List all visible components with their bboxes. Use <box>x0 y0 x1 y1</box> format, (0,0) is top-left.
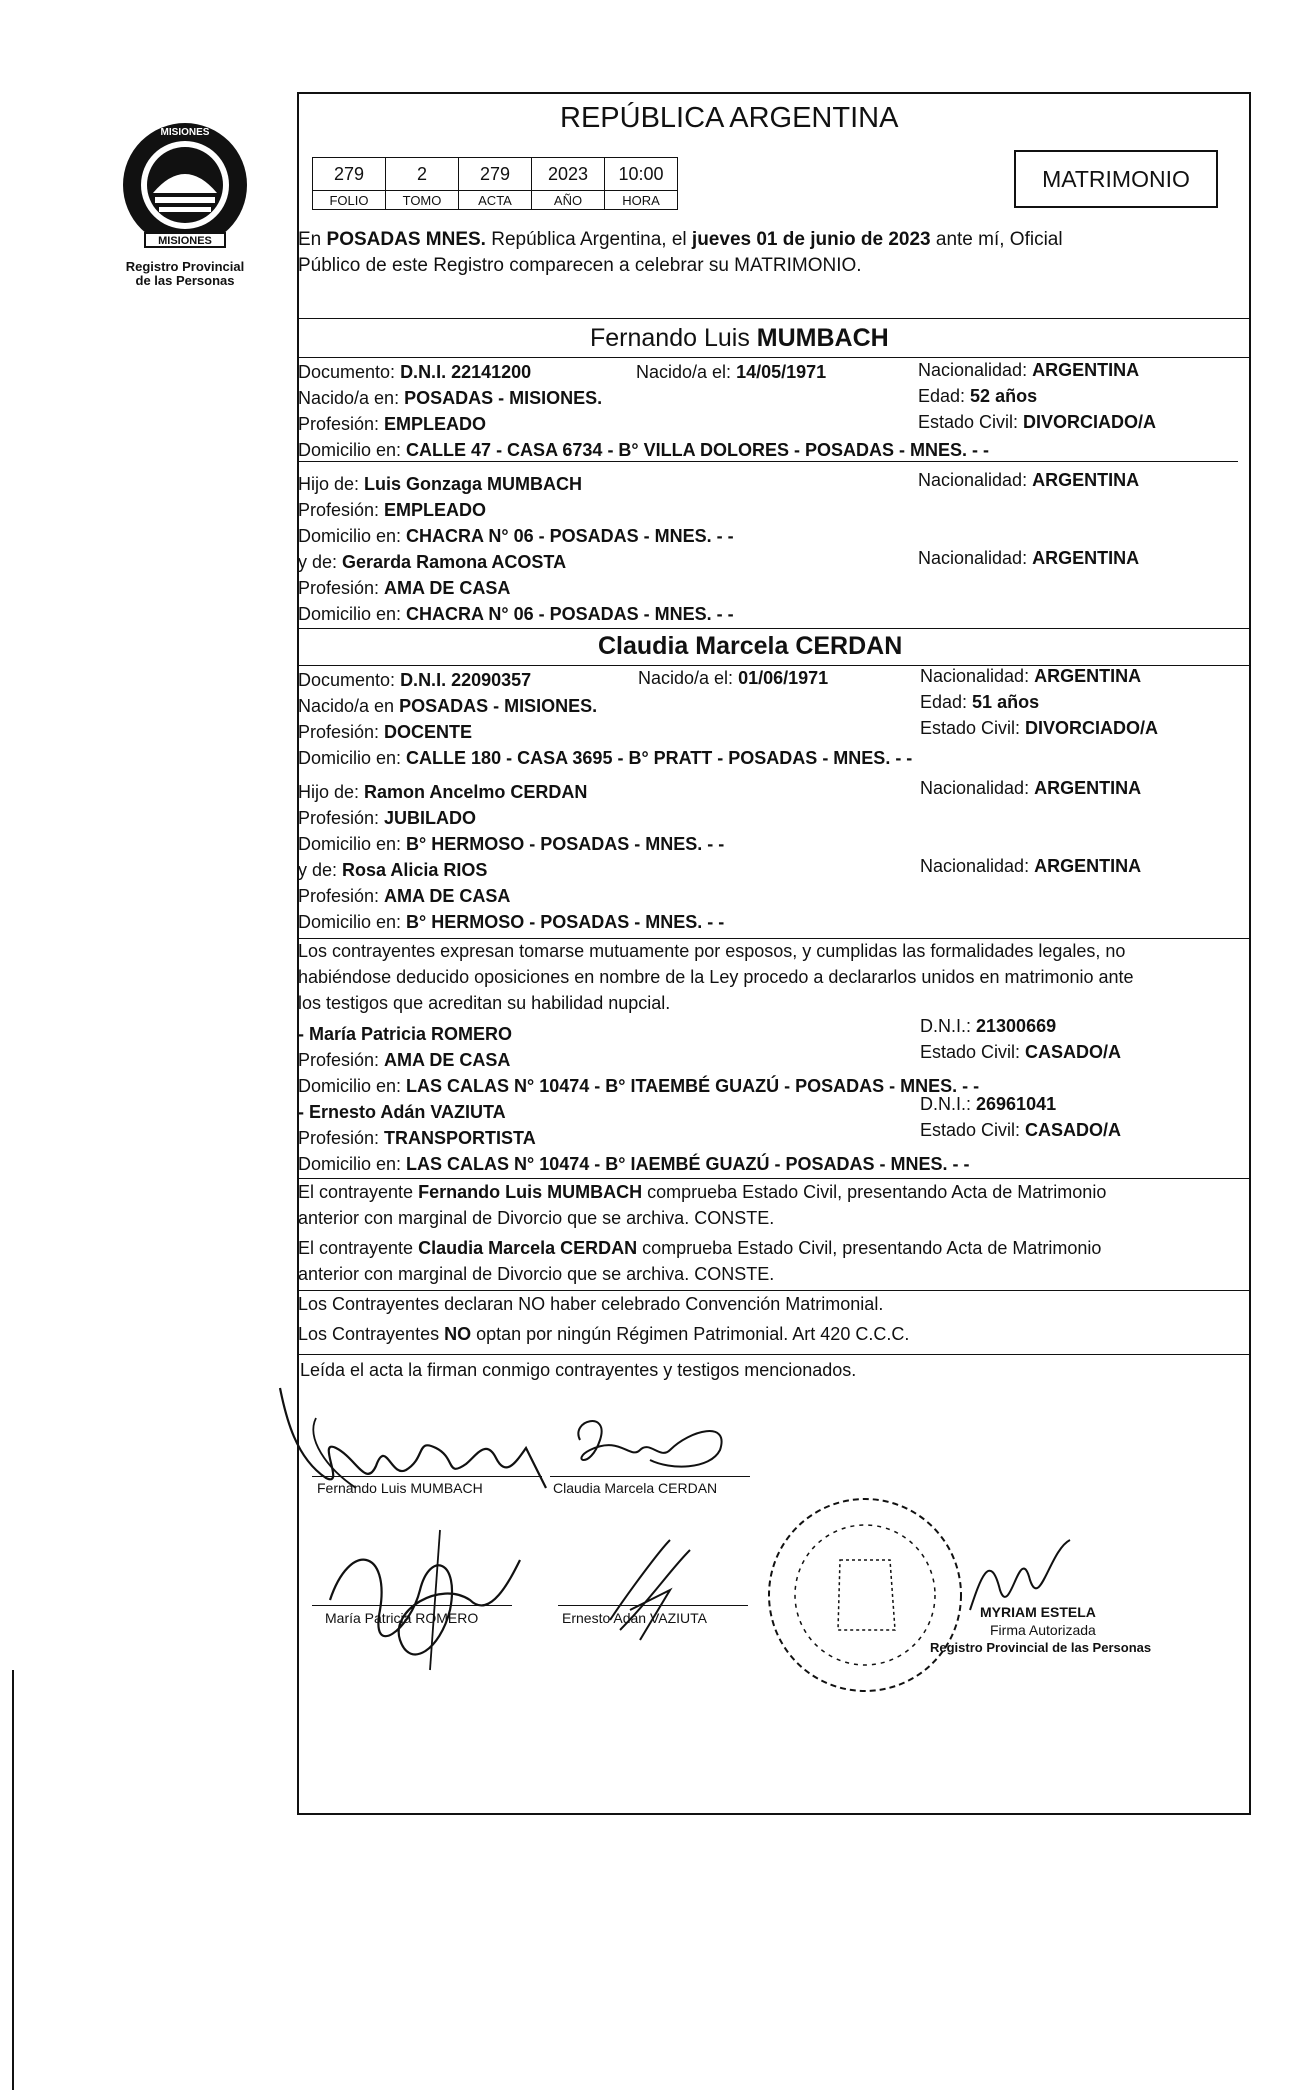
divider <box>297 357 1251 358</box>
official-round-stamp-icon <box>760 1490 970 1700</box>
witness-1-profession <box>298 1050 510 1071</box>
intro-line-2: Público de este Registro comparecen a celebrar su MATRIMONIO. <box>298 255 862 276</box>
value: CHACRA N° 06 - POSADAS - MNES. - - <box>406 526 734 546</box>
divider <box>297 1290 1251 1291</box>
closing-statement: Leída el acta la firman conmigo contrayentes y testigos mencionados. <box>300 1360 857 1380</box>
logo-text-bottom: MISIONES <box>158 235 212 247</box>
value: Luis Gonzaga MUMBACH <box>364 474 583 494</box>
label: Profesión: <box>298 886 385 906</box>
label: Edad: <box>918 386 971 406</box>
witness-2-profession <box>298 1128 536 1149</box>
bride-mother-address <box>298 912 724 933</box>
label: Profesión: <box>298 414 385 434</box>
declaration-line-1: Los contrayentes expresan tomarse mutuamente por esposos, y cumplidas las formalidades legales, no <box>298 941 1126 961</box>
value: AMA DE CASA <box>384 886 511 906</box>
label: Profesión: <box>298 808 385 828</box>
signature-witness-2-icon <box>590 1530 710 1650</box>
witness-2-address <box>298 1154 970 1175</box>
intro-text-c: ante mí, Oficial <box>930 229 1063 250</box>
label: Profesión: <box>298 1128 385 1148</box>
value: 21300669 <box>976 1016 1057 1036</box>
label: Nacido/a en: <box>298 388 405 408</box>
note-2-line-1 <box>298 1238 1101 1259</box>
acta-label: ACTA <box>459 191 532 210</box>
label: Hijo de: <box>298 474 365 494</box>
value: Rosa Alicia RIOS <box>342 860 488 880</box>
tomo-label: TOMO <box>386 191 459 210</box>
registry-seal-logo-icon <box>115 115 255 255</box>
bride-civil-status <box>920 718 1158 739</box>
label: y de: <box>298 552 343 572</box>
value: CHACRA N° 06 - POSADAS - MNES. - - <box>406 604 734 624</box>
page-edge-mark <box>12 1670 14 2090</box>
value: TRANSPORTISTA <box>384 1128 536 1148</box>
label: D.N.I.: <box>920 1016 977 1036</box>
official-title: Firma Autorizada <box>990 1622 1096 1638</box>
label: Domicilio en: <box>298 748 407 768</box>
value: B° HERMOSO - POSADAS - MNES. - - <box>406 912 725 932</box>
folio-label: FOLIO <box>313 191 386 210</box>
groom-first-names: Fernando Luis <box>590 324 757 352</box>
value: LAS CALAS N° 10474 - B° IAEMBÉ GUAZÚ - POSADAS - MNES. - - <box>406 1154 970 1174</box>
value: ARGENTINA <box>1034 778 1142 798</box>
label: Nacido/a el: <box>638 668 739 688</box>
value: CALLE 180 - CASA 3695 - B° PRATT - POSADAS - MNES. - - <box>406 748 913 768</box>
note-1-line-1 <box>298 1182 1106 1203</box>
anio-label: AÑO <box>532 191 605 210</box>
label: Nacido/a el: <box>636 362 737 382</box>
divider <box>297 318 1251 319</box>
value: AMA DE CASA <box>384 1050 511 1070</box>
intro-date: jueves 01 de junio de 2023 <box>691 229 931 250</box>
label: Nacionalidad: <box>920 856 1035 876</box>
anio-value: 2023 <box>532 158 605 191</box>
declaration-line-2: habiéndose deducido oposiciones en nombre de la Ley procedo a declararlos unidos en matrimonio ante <box>298 967 1134 987</box>
label: Edad: <box>920 692 973 712</box>
divider <box>297 1354 1251 1355</box>
label: Profesión: <box>298 500 385 520</box>
official-office: Registro Provincial de las Personas <box>930 1640 1152 1655</box>
emphasis: NO <box>444 1324 472 1344</box>
groom-mother-profession <box>298 578 510 599</box>
value: POSADAS - MISIONES. <box>404 388 603 408</box>
label: Nacido/a en <box>298 696 400 716</box>
name: Claudia Marcela CERDAN <box>418 1238 638 1258</box>
label: Nacionalidad: <box>920 666 1035 686</box>
signature-caption-witness-1: María Patricia ROMERO <box>325 1610 479 1626</box>
official-name: MYRIAM ESTELA <box>980 1604 1096 1620</box>
label: Estado Civil: <box>920 1120 1026 1140</box>
label: Documento: <box>298 670 401 690</box>
value: D.N.I. 22090357 <box>400 670 532 690</box>
country-title: REPÚBLICA ARGENTINA <box>560 102 899 134</box>
groom-birthplace <box>298 388 602 409</box>
intro-line-1 <box>298 229 1063 251</box>
folio-value: 279 <box>313 158 386 191</box>
label: Documento: <box>298 362 401 382</box>
tomo-value: 2 <box>386 158 459 191</box>
value: D.N.I. 22141200 <box>400 362 532 382</box>
witness-1-dni <box>920 1016 1056 1037</box>
witness-2-dni <box>920 1094 1056 1115</box>
value: POSADAS - MISIONES. <box>399 696 598 716</box>
groom-birthdate <box>636 362 826 383</box>
label: Domicilio en: <box>298 526 407 546</box>
document-type-box: MATRIMONIO <box>1014 150 1218 208</box>
name: Fernando Luis MUMBACH <box>418 1182 643 1202</box>
signature-line <box>550 1476 750 1477</box>
bride-father <box>298 782 587 803</box>
declaration-line-3: los testigos que acreditan su habilidad nupcial. <box>298 993 671 1013</box>
groom-father-profession <box>298 500 486 521</box>
label: Nacionalidad: <box>918 360 1033 380</box>
bride-father-profession <box>298 808 476 829</box>
groom-last-name: MUMBACH <box>756 324 889 352</box>
text: optan por ningún Régimen Patrimonial. Art 420 C.C.C. <box>471 1324 910 1344</box>
signature-line <box>312 1476 542 1477</box>
text: comprueba Estado Civil, presentando Acta de Matrimonio <box>642 1182 1107 1202</box>
groom-mother-address <box>298 604 734 625</box>
value: 52 años <box>970 386 1038 406</box>
groom-nationality <box>918 360 1139 381</box>
text: comprueba Estado Civil, presentando Acta de Matrimonio <box>637 1238 1102 1258</box>
groom-address <box>298 440 1238 462</box>
groom-father <box>298 474 582 495</box>
value: ARGENTINA <box>1034 666 1142 686</box>
divider <box>297 938 1251 939</box>
intro-text-a: En <box>298 229 327 250</box>
value: AMA DE CASA <box>384 578 511 598</box>
label: Estado Civil: <box>918 412 1024 432</box>
groom-age <box>918 386 1037 407</box>
value: ARGENTINA <box>1034 856 1142 876</box>
bride-birthdate <box>638 668 828 689</box>
logo-text-top: MISIONES <box>160 127 210 138</box>
bride-document <box>298 670 531 691</box>
note-2-line-2: anterior con marginal de Divorcio que se archiva. CONSTE. <box>298 1264 775 1284</box>
label: Estado Civil: <box>920 718 1026 738</box>
note-1-line-2: anterior con marginal de Divorcio que se archiva. CONSTE. <box>298 1208 775 1228</box>
label: Nacionalidad: <box>918 470 1033 490</box>
value: 14/05/1971 <box>736 362 827 382</box>
groom-document <box>298 362 531 383</box>
value: B° HERMOSO - POSADAS - MNES. - - <box>406 834 725 854</box>
value: EMPLEADO <box>384 414 487 434</box>
bride-address <box>298 748 912 769</box>
text: El contrayente <box>298 1238 419 1258</box>
signature-caption-bride: Claudia Marcela CERDAN <box>553 1480 718 1496</box>
intro-place: POSADAS MNES. <box>326 229 486 250</box>
witness-2-civil-status <box>920 1120 1121 1141</box>
logo-caption-line-1: Registro Provincial <box>125 259 245 274</box>
label: Nacionalidad: <box>918 548 1033 568</box>
bride-father-address <box>298 834 724 855</box>
groom-mother <box>298 552 566 573</box>
bride-mother <box>298 860 487 881</box>
bride-name <box>598 632 902 661</box>
signature-witness-1-icon <box>310 1520 530 1680</box>
value: ARGENTINA <box>1032 360 1140 380</box>
witness-1-civil-status <box>920 1042 1121 1063</box>
value: Gerarda Ramona ACOSTA <box>342 552 567 572</box>
acta-value: 279 <box>459 158 532 191</box>
value: DIVORCIADO/A <box>1025 718 1159 738</box>
label: Profesión: <box>298 722 385 742</box>
value: Ramon Ancelmo CERDAN <box>364 782 588 802</box>
groom-civil-status <box>918 412 1156 433</box>
value: CASADO/A <box>1025 1120 1122 1140</box>
label: Profesión: <box>298 1050 385 1070</box>
bride-birthplace <box>298 696 597 717</box>
groom-name <box>590 324 889 353</box>
label: Nacionalidad: <box>920 778 1035 798</box>
signature-line <box>312 1605 512 1606</box>
bride-first-names: Claudia Marcela <box>598 632 796 660</box>
note-3: Los Contrayentes declaran NO haber celebrado Convención Matrimonial. <box>298 1294 884 1314</box>
groom-profession <box>298 414 486 435</box>
groom-father-address <box>298 526 734 547</box>
value: 51 años <box>972 692 1040 712</box>
groom-mother-nationality <box>918 548 1139 569</box>
label: Domicilio en: <box>298 1076 407 1096</box>
witness-1-name: - María Patricia ROMERO <box>298 1024 513 1044</box>
value: 01/06/1971 <box>738 668 829 688</box>
signature-line <box>558 1605 748 1606</box>
witness-1-address <box>298 1076 979 1097</box>
bride-age <box>920 692 1039 713</box>
label: Domicilio en: <box>298 912 407 932</box>
label: D.N.I.: <box>920 1094 977 1114</box>
label: Domicilio en: <box>298 440 407 460</box>
groom-father-nationality <box>918 470 1139 491</box>
label: y de: <box>298 860 343 880</box>
value: EMPLEADO <box>384 500 487 520</box>
divider <box>297 628 1251 629</box>
value: DIVORCIADO/A <box>1023 412 1157 432</box>
logo-caption <box>100 260 270 288</box>
value: ARGENTINA <box>1032 548 1140 568</box>
divider <box>297 1178 1251 1179</box>
value: DOCENTE <box>384 722 473 742</box>
bride-profession <box>298 722 472 743</box>
logo-caption-line-2: de las Personas <box>135 273 235 288</box>
label: Domicilio en: <box>298 604 407 624</box>
hora-label: HORA <box>605 191 678 210</box>
value: JUBILADO <box>384 808 477 828</box>
value: ARGENTINA <box>1032 470 1140 490</box>
hora-value: 10:00 <box>605 158 678 191</box>
witness-2-name: - Ernesto Adán VAZIUTA <box>298 1102 506 1122</box>
label: Profesión: <box>298 578 385 598</box>
bride-last-name: CERDAN <box>795 632 903 660</box>
bride-father-nationality <box>920 778 1141 799</box>
label: Domicilio en: <box>298 834 407 854</box>
signature-caption-witness-2: Ernesto Adán VAZIUTA <box>562 1610 707 1626</box>
label: Domicilio en: <box>298 1154 407 1174</box>
note-4 <box>298 1324 909 1345</box>
value: LAS CALAS N° 10474 - B° ITAEMBÉ GUAZÚ - POSADAS - MNES. - - <box>406 1076 980 1096</box>
bride-mother-profession <box>298 886 510 907</box>
intro-text-b: República Argentina, el <box>485 229 692 250</box>
bride-nationality <box>920 666 1141 687</box>
registry-table <box>312 157 678 210</box>
text: El contrayente <box>298 1182 419 1202</box>
signature-caption-groom: Fernando Luis MUMBACH <box>317 1480 483 1496</box>
label: Hijo de: <box>298 782 365 802</box>
value: CALLE 47 - CASA 6734 - B° VILLA DOLORES - POSADAS - MNES. - - <box>406 440 989 460</box>
signature-bride-icon <box>560 1410 740 1480</box>
value: CASADO/A <box>1025 1042 1122 1062</box>
bride-mother-nationality <box>920 856 1141 877</box>
text: Los Contrayentes <box>298 1324 445 1344</box>
label: Estado Civil: <box>920 1042 1026 1062</box>
value: 26961041 <box>976 1094 1057 1114</box>
